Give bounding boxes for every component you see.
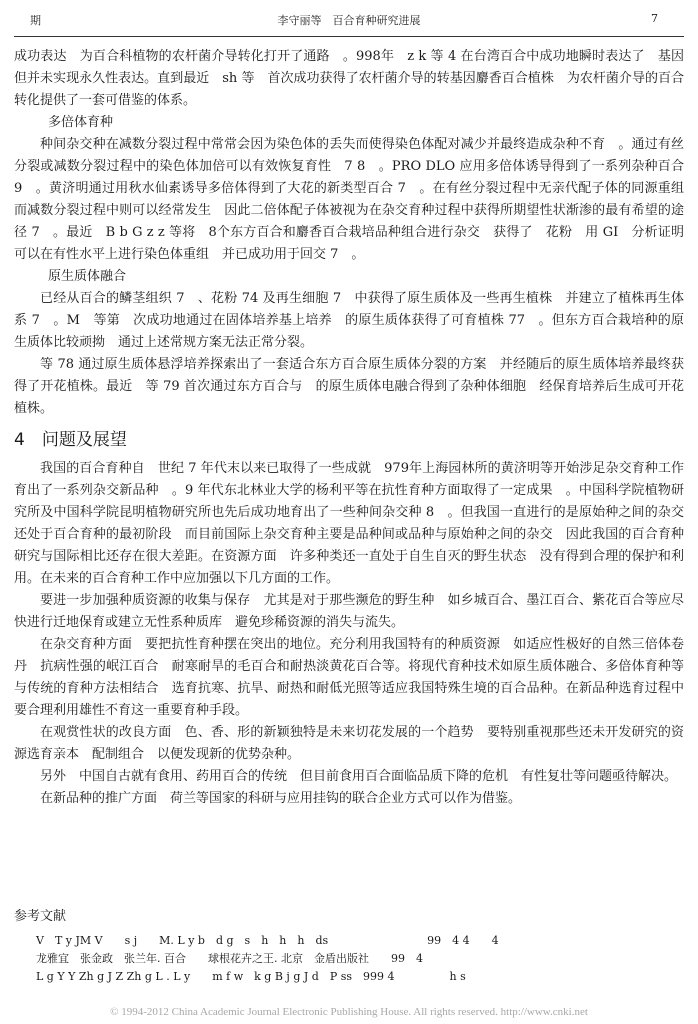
header-rule — [14, 36, 684, 37]
body-paragraph: 要进一步加强种质资源的收集与保存 尤其是对于那些濒危的野生种 如乡城百合、墨江百合、紫花百合等应尽快进行迁地保育或建立无性系种质库 避免珍稀资源的消失与流失。 — [14, 593, 684, 630]
body-paragraph: 在新品种的推广方面 荷兰等国家的科研与应用挂钩的联合企业方式可以作为借鉴。 — [40, 791, 522, 806]
reference-item: 龙雅宜 张金政 张兰年. 百合 球根花卉之王. 北京 金盾出版社 99 4 — [36, 952, 423, 965]
subsection-heading: 多倍体育种 — [48, 115, 114, 130]
references-title: 参考文献 — [14, 909, 67, 924]
subsection-heading: 原生质体融合 — [48, 269, 127, 284]
reference-item: L g Y Y Zh g J Z Zh g L . L y m f w k g B j g J d P ss 999 4 h s — [36, 970, 466, 983]
section-heading: 4 问题及展望 — [14, 430, 127, 450]
reference-item: V T y JM V s j M. L y b d g s h h h ds 99 4 4 4 — [36, 934, 499, 947]
body-paragraph: 种间杂交种在减数分裂过程中常常会因为染色体的丢失而使得染色体配对减少并最终造成杂种不育 。通过有丝分裂或减数分裂过程中的染色体加倍可以有效恢复育性 7 8 。PRO DLO 应用多倍体诱导得到了一系列杂种百合 9 。黄济明通过用秋水仙素诱导多倍体得到了大花的新类型百合 7 。在有丝分裂过程中无亲代配子体的同源重组 而减数分裂过程中则可以经常发生 因此二倍体配子体被视为在杂交育种过程中获得所期望性状渐渗的最有希望的途径 7 。最近 B b G z z 等将 8个东方百合和麝香百合栽培品种组合进行杂交 获得了 花粉 用 GI 分析证明可以在有性水平上进行染色体重组 并已成功用于回交 7 。 — [14, 137, 698, 262]
page-header — [0, 12, 698, 32]
article-body — [14, 46, 698, 810]
copyright-footer: © 1994-2012 China Academic Journal Electronic Publishing House. All rights reserved. http://www.cnki.net — [110, 1006, 588, 1018]
body-paragraph: 已经从百合的鳞茎组织 7 、花粉 74 及再生细胞 7 中获得了原生质体及一些再生植株 并建立了植株再生体系 7 。M 等第 次成功地通过在固体培养基上培养 的原生质体获得了可育植株 77 。但东方百合栽培种的原生质体比较顽拗 通过上述常规方案无法正常分裂。 — [14, 291, 684, 350]
body-paragraph: 在杂交育种方面 要把抗性育种摆在突出的地位。充分利用我国特有的种质资源 如适应性极好的自然三倍体卷丹 抗病性强的岷江百合 耐寒耐旱的毛百合和耐热淡黄花百合等。将现代育种技术如原生质体融合、多倍体育种等与传统的育种方法相结合 选育抗寒、抗旱、耐热和耐低光照等适应我国特殊生境的百合品种。在新品种选育过程中 要合理利用雄性不育这一重要育种手段。 — [14, 637, 698, 718]
issue-label: 期 — [30, 14, 41, 27]
body-paragraph: 另外 中国自古就有食用、药用百合的传统 但目前食用百合面临品质下降的危机 有性复壮等问题亟待解决。 — [40, 769, 678, 784]
references-section — [14, 908, 684, 986]
body-paragraph: 成功表达 为百合科植物的农杆菌介导转化打开了通路 。998年 z k 等 4 在台湾百合中成功地瞬时表达了 基因 但并未实现永久性表达。直到最近 sh 等 首次成功获得了农杆菌介导的转基因麝香百合植株 为农杆菌介导的百合转化提供了一套可借鉴的体系。 — [14, 49, 698, 108]
body-paragraph: 等 78 通过原生质体悬浮培养探索出了一套适合东方百合原生质体分裂的方案 并经随后的原生质体培养最终获得了开花植株。最近 等 79 首次通过东方百合与 的原生质体电融合得到了杂种体细胞 经保育培养后生成可开花植株。 — [14, 357, 684, 416]
body-paragraph: 我国的百合育种自 世纪 7 年代末以来已取得了一些成就 979年上海园林所的黄济明等开始涉足杂交育种工作 育出了一系列杂交新品种 。9 年代东北林业大学的杨利平等在抗性育种方面取得了一定成果 。中国科学院植物研究所及中国科学院昆明植物研究所也先后成功地育出了一些种间杂交种 8 。但我国一直进行的是原始种之间的杂交 还处于百合育种的最初阶段 而目前国际上杂交育种主要是品种间或品种与原始种之间的杂交 因此我国的百合育种研究与国际相比还存在很大差距。在资源方面 许多种类还一直处于自生自灭的野生状态 没有得到合理的保护和利用。在未来的百合育种工作中应加强以下几方面的工作。 — [14, 461, 698, 586]
running-title: 李守丽等 百合育种研究进展 — [277, 14, 421, 27]
body-paragraph: 在观赏性状的改良方面 色、香、形的新颖独特是未来切花发展的一个趋势 要特别重视那些还未开发研究的资源选育亲本 配制组合 以便发现新的优势杂种。 — [14, 725, 684, 762]
page-number: 7 — [651, 12, 658, 25]
